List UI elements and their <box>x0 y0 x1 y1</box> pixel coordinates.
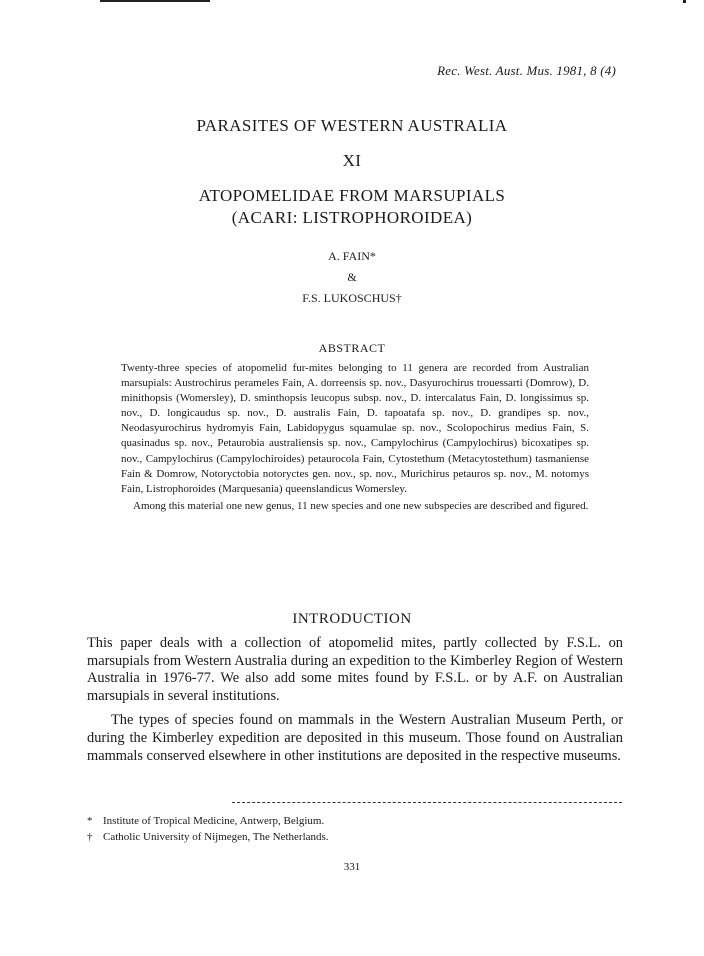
footnote-2 <box>87 829 329 845</box>
author-2: F.S. LUKOSCHUS† <box>302 291 402 305</box>
abstract-paragraph-2: Among this material one new genus, 11 new species and one new subspecies are described and figured. <box>133 499 589 512</box>
scan-edge-mark <box>100 0 210 2</box>
author-ampersand: & <box>347 270 357 284</box>
footnote-rule <box>232 802 622 804</box>
footnote-2-text: Catholic University of Nijmegen, The Netherlands. <box>103 831 329 843</box>
footnote-1-text: Institute of Tropical Medicine, Antwerp, Belgium. <box>103 815 325 827</box>
footnote-2-mark: † <box>87 831 93 843</box>
introduction-heading: INTRODUCTION <box>292 611 412 627</box>
abstract-heading: ABSTRACT <box>318 341 386 355</box>
scan-edge-dot <box>683 0 686 3</box>
title-line-1: PARASITES OF WESTERN AUSTRALIA <box>196 116 508 135</box>
title-line-2: XI <box>342 151 362 170</box>
introduction-body <box>87 635 623 772</box>
author-block <box>0 246 704 309</box>
author-1: A. FAIN* <box>328 249 376 263</box>
running-head: Rec. West. Aust. Mus. 1981, 8 (4) <box>437 63 616 78</box>
abstract-paragraph-1: Twenty-three species of atopomelid fur-mites belonging to 11 genera are recorded from Australian marsupials: Austrochirus perameles Fain, A. dorreensis sp. nov., Dasyurochirus trouessarti (Domrow), D. minithopsis (Womersley), D. sminthopsis leucopus subsp. nov., D. intercalatus Fain, D. longissimus sp. nov., D. longicaudus sp. nov., D. australis Fain, D. tapoatafa sp. nov., D. grandipes sp. nov., Neodasyurochirus hydromyis Fain, Labidopygus squamulae sp. nov., Scolopochirus medius Fain, S. quasinadus sp. nov., Petaurobia australiensis sp. nov., Campylochirus (Campylochirus) bicoxatipes sp. nov., Campylochirus (Campylochiroides) petaurocola Fain, Cytostethum (Metacytostethum) tasmaniense Fain & Domrow, Notoryctobia notoryctes gen. nov., sp. nov., Murichirus petauros sp. nov., M. notomys Fain, Listrophoroides (Marquesania) queenslandicus Womersley. <box>121 362 589 495</box>
footnote-1-mark: * <box>87 815 93 827</box>
introduction-paragraph-1: This paper deals with a collection of atopomelid mites, partly collected by F.S.L. on marsupials from Western Australia during an expedition to the Kimberley Region of Western Australia in 1976-77. We also add some mites found by F.S.L. or by A.F. on Australian marsupials in several institutions. <box>87 635 623 704</box>
title-line-4: (ACARI: LISTROPHOROIDEA) <box>231 208 473 227</box>
title-line-3: ATOPOMELIDAE FROM MARSUPIALS <box>198 186 506 205</box>
footnote-1 <box>87 813 329 829</box>
footnotes <box>87 813 329 845</box>
page-number: 331 <box>343 861 361 873</box>
title-block <box>0 115 704 229</box>
introduction-paragraph-2: The types of species found on mammals in the Western Australian Museum Perth, or during the Kimberley expedition are deposited in this museum. Those found on Australian mammals conserved elsewhere in other institutions are deposited in the respective museums. <box>87 712 623 764</box>
abstract-body <box>121 361 589 514</box>
